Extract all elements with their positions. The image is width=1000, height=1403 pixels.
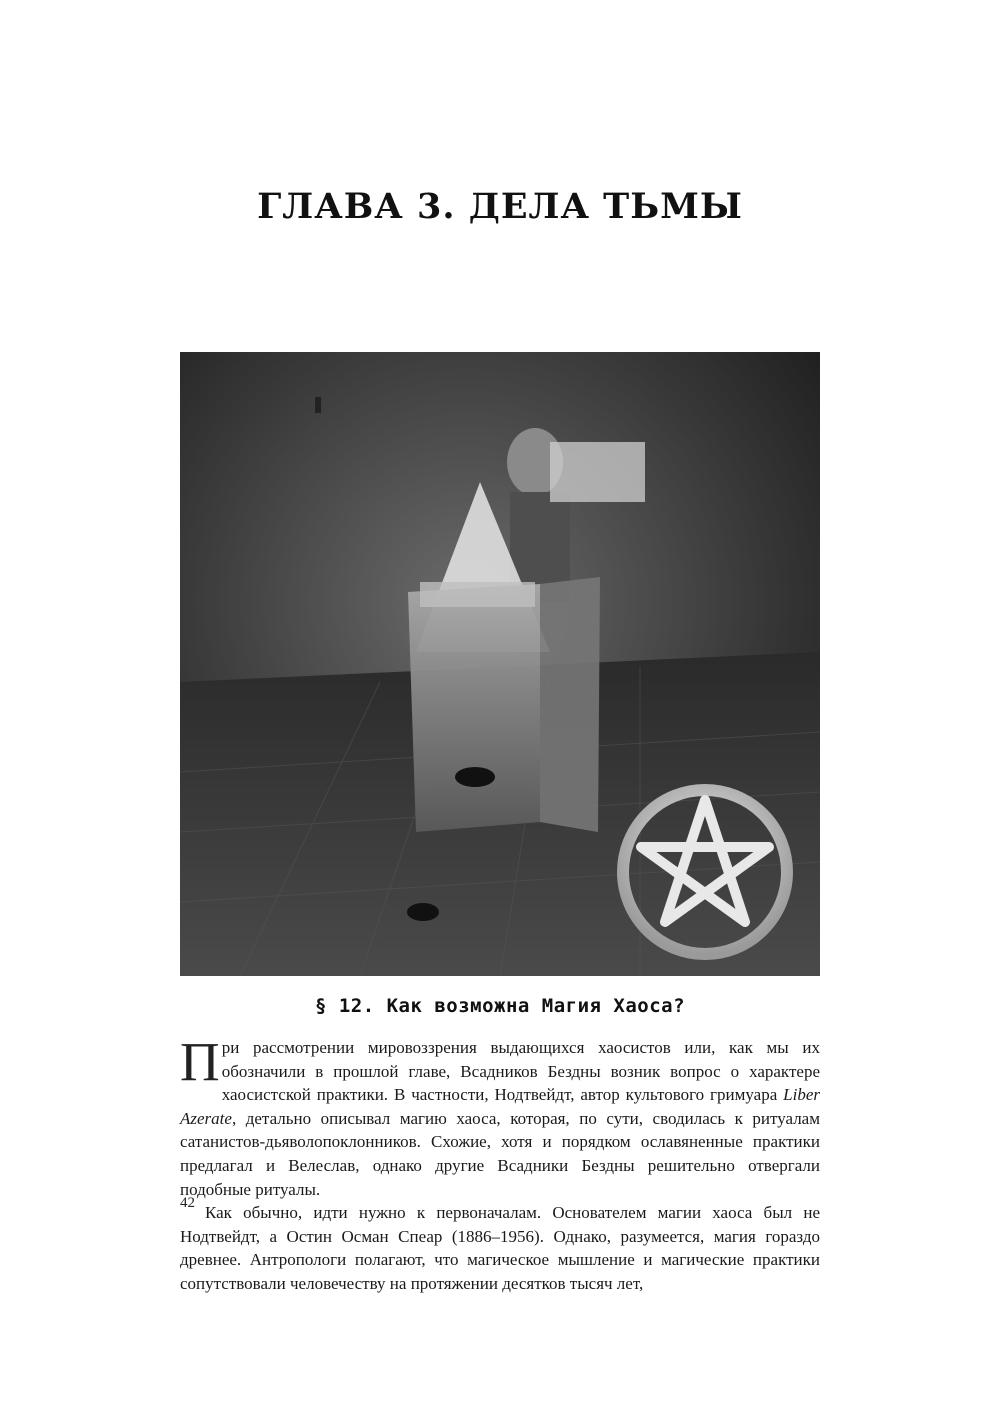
paragraph-1 xyxy=(180,1031,820,1201)
body-text xyxy=(180,1031,820,1296)
section-heading: § 12. Как возможна Магия Хаоса? xyxy=(314,995,686,1017)
paragraph-1-text-b: , детально описывал магию хаоса, которая, по сути, сводилась к ритуалам сатанистов-дьяволопоклонников. Схожие, хотя и порядком ославяненные практики предлагал и Велеслав, однако другие Всадники Бездны решительно отвергали подобные ритуалы. xyxy=(180,1108,820,1199)
page-number: 42 xyxy=(180,1195,195,1211)
paragraph-1-text-a: ри рассмотрении мировоззрения выдающихся хаосистов или, как мы их обозначили в прошлой главе, Всадников Бездны возник вопрос о характере хаосистской практики. В частности, Нодтвейдт, автор культового гримуара xyxy=(221,1038,820,1105)
paragraph-2: Как обычно, идти нужно к первоначалам. Основателем магии хаоса был не Нодтвейдт, а Остин Осман Спеар (1886–1956). Однако, разумеется, магия гораздо древнее. Антропологи полагают, что магическое мышление и магические практики сопутствовали человечеству на протяжении десятков тысяч лет, xyxy=(180,1203,820,1293)
drop-cap: П xyxy=(180,1031,220,1092)
book-title-italic: Liber Azerate xyxy=(180,1085,820,1128)
chapter-illustration xyxy=(180,352,820,976)
chapter-title: ГЛАВА 3. ДЕЛА ТЬМЫ xyxy=(257,186,743,227)
